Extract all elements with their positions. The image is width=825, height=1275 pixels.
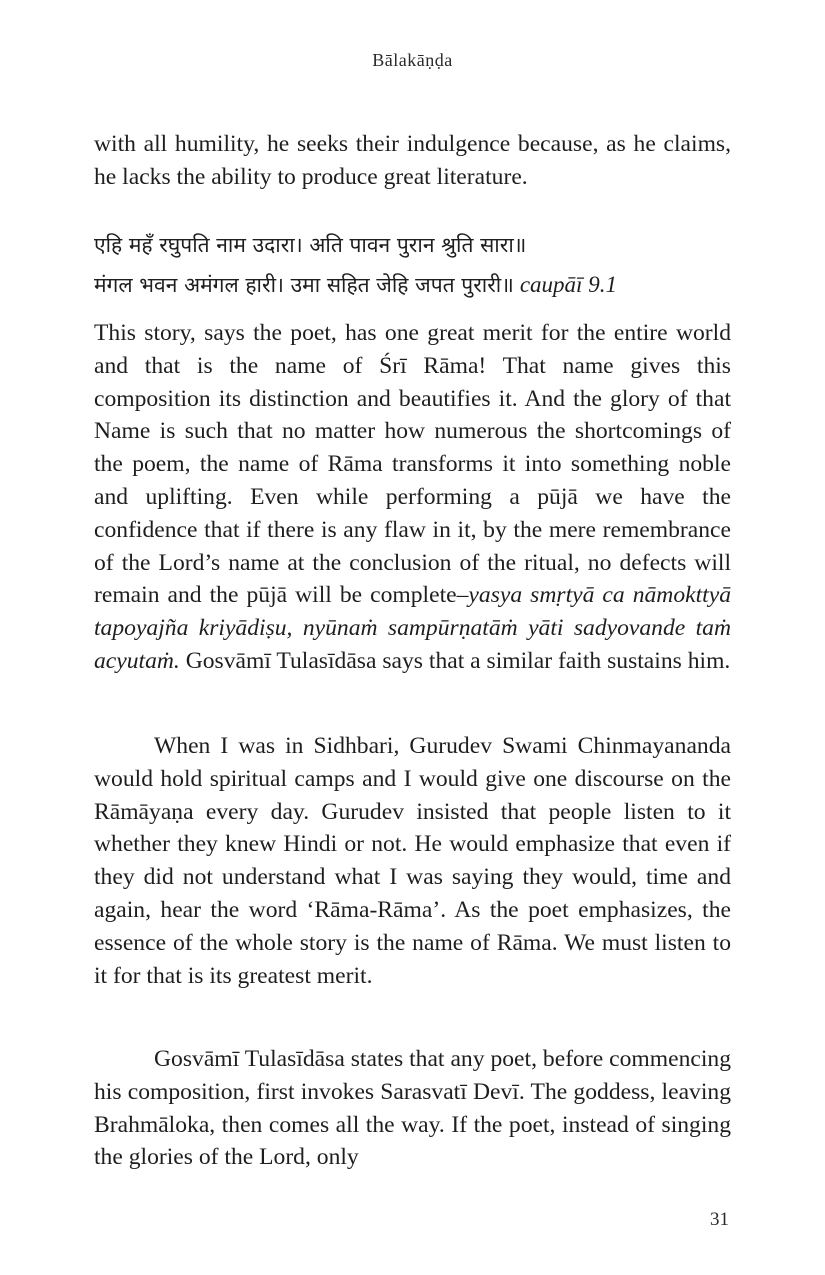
paragraph-text: Gosvāmī Tulasīdāsa states that any poet, before commencing his composition, first invokes Sarasvatī Devī. The goddess, leaving Brahmāloka, then comes all the way. If the poet, instead of singing the glories of the Lord, only	[94, 1046, 731, 1171]
paragraph-1-text-after: Gosvāmī Tulasīdāsa says that a similar faith sustains him.	[179, 647, 731, 674]
intro-paragraph	[94, 128, 731, 194]
running-head: Bālakāṇḍa	[372, 50, 453, 70]
paragraph-2	[94, 730, 731, 992]
paragraph-text: with all humility, he seeks their indulgence because, as he claims, he lacks the ability to produce great literature.	[94, 131, 731, 190]
verse-line-2-text: मंगल भवन अमंगल हारी। उमा सहित जेहि जपत पुरारी॥	[94, 273, 514, 297]
paragraph-1	[94, 317, 731, 678]
page-number: 31	[710, 1209, 729, 1230]
paragraph-1-text: This story, says the poet, has one great merit for the entire world and that is the name of Śrī Rāma! That name gives this composition its distinction and beautifies it. And the glory of that Name is such that no matter how numerous the shortcomings of the poem, the name of Rāma transforms it into something noble and uplifting. Even while performing a pūjā we have the confidence that if there is any flaw in it, by the mere remembrance of the Lord’s name at the conclusion of the ritual, no defects will remain and the pūjā will be complete–	[94, 320, 731, 609]
verse-line-1: एहि महँ रघुपति नाम उदारा। अति पावन पुरान श्रुति सारा॥	[94, 233, 527, 257]
paragraph-text	[94, 317, 731, 678]
paragraph-text: When I was in Sidhbari, Gurudev Swami Chinmayananda would hold spiritual camps and I would give one discourse on the Rāmāyaṇa every day. Gurudev insisted that people listen to it whether they knew Hindi or not. He would emphasize that even if they did not understand what I was saying they would, time and again, hear the word ‘Rāma-Rāma’. As the poet emphasizes, the essence of the whole story is the name of Rāma. We must listen to it for that is its greatest merit.	[94, 733, 731, 989]
devanagari-verse	[94, 225, 734, 305]
verse-line-2	[94, 265, 734, 305]
sanskrit-quote: yasya smṛtyā ca nāmokttyā tapoyajña kriyādiṣu, nyūnaṁ sampūrṇatāṁ yāti sadyovande taṁ acyutaṁ.	[94, 582, 731, 674]
paragraph-3	[94, 1043, 731, 1174]
verse-reference: caupāī 9.1	[519, 272, 617, 297]
